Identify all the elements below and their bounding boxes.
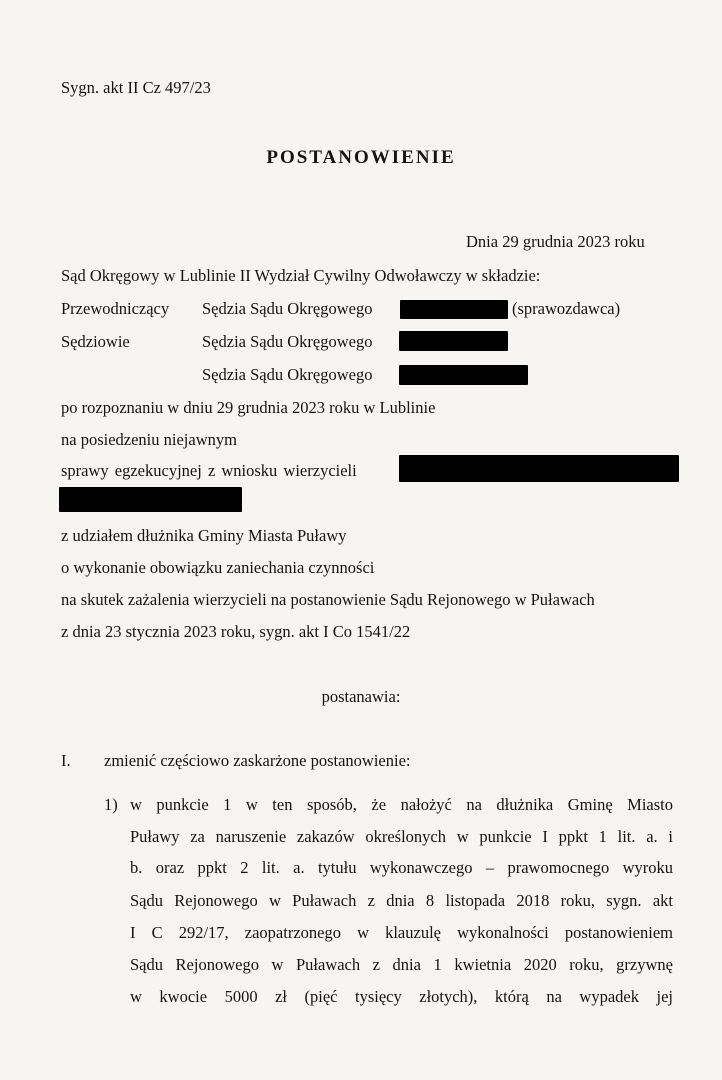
redaction-judge-2-name <box>399 331 508 351</box>
review-line: po rozpoznaniu w dniu 29 grudnia 2023 roku w Lublinie <box>61 398 436 417</box>
judge-3-title: Sędzia Sądu Okręgowego <box>202 365 373 384</box>
appeal-line: na skutek zażalenia wierzycieli na postanowienie Sądu Rejonowego w Puławach <box>61 590 595 609</box>
redaction-creditors-names <box>399 455 679 482</box>
item-line-3: b. oraz ppkt 2 lit. a. tytułu wykonawczego – prawomocnego wyroku <box>130 858 673 877</box>
document-title: POSTANOWIENIE <box>266 147 456 168</box>
item-line-4: Sądu Rejonowego w Puławach z dnia 8 listopada 2018 roku, sygn. akt <box>130 891 673 910</box>
presiding-judge-title: Sędzia Sądu Okręgowego <box>202 299 373 318</box>
section-text: zmienić częściowo zaskarżone postanowienie: <box>104 751 411 770</box>
item-line-1: w punkcie 1 w ten sposób, że nałożyć na dłużnika Gminę Miasto <box>130 795 673 814</box>
judges-role: Sędziowie <box>61 332 130 351</box>
item-line-7: w kwocie 5000 zł (pięć tysięcy złotych), którą na wypadek jej <box>130 987 673 1006</box>
judge-2-title: Sędzia Sądu Okręgowego <box>202 332 373 351</box>
date-line: Dnia 29 grudnia 2023 roku <box>466 232 645 251</box>
debtor-line: z udziałem dłużnika Gminy Miasta Puławy <box>61 526 347 545</box>
item-number: 1) <box>104 795 118 814</box>
redaction-creditors-names-cont <box>59 487 242 512</box>
section-numeral: I. <box>61 751 71 770</box>
redaction-presiding-judge-name <box>400 300 508 319</box>
item-line-5: I C 292/17, zaopatrzonego w klauzulę wykonalności postanowieniem <box>130 923 673 942</box>
case-line: sprawy egzekucyjnej z wniosku wierzycieli <box>61 461 357 480</box>
case-signature: Sygn. akt II Cz 497/23 <box>61 78 211 97</box>
item-line-2: Puławy za naruszenie zakazów określonych w punkcie I ppkt 1 lit. a. i <box>130 827 673 846</box>
rapporteur-note: (sprawozdawca) <box>512 299 621 318</box>
appeal-date-line: z dnia 23 stycznia 2023 roku, sygn. akt I Co 1541/22 <box>61 622 411 641</box>
presiding-role: Przewodniczący <box>61 299 170 318</box>
court-composition-line: Sąd Okręgowy w Lublinie II Wydział Cywilny Odwoławczy w składzie: <box>61 266 541 285</box>
item-line-6: Sądu Rejonowego w Puławach z dnia 1 kwietnia 2020 roku, grzywnę <box>130 955 673 974</box>
redaction-judge-3-name <box>399 365 528 385</box>
session-line: na posiedzeniu niejawnym <box>61 430 237 449</box>
subject-line: o wykonanie obowiązku zaniechania czynności <box>61 558 375 577</box>
decides-heading: postanawia: <box>321 687 401 706</box>
